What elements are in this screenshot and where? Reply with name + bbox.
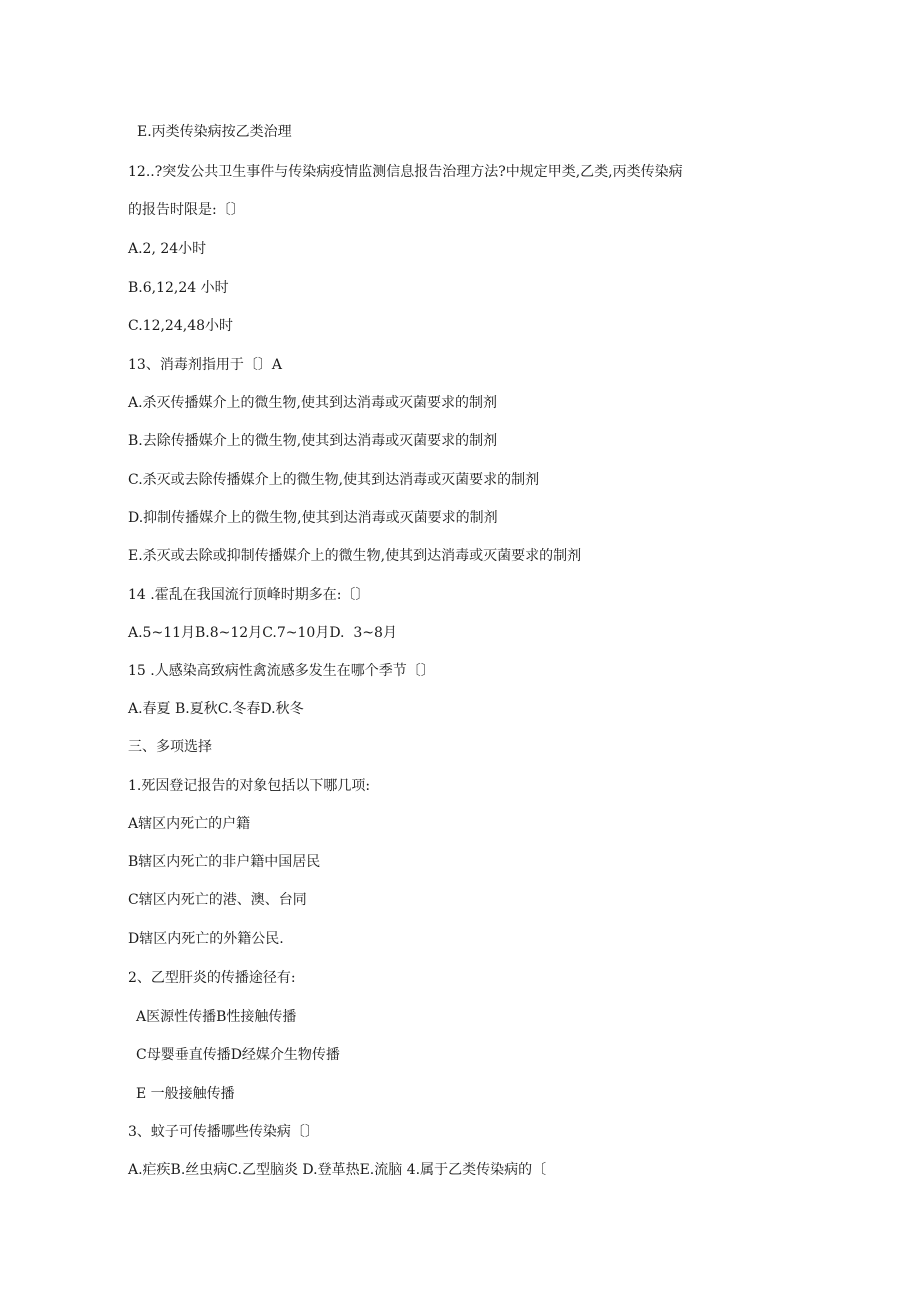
question-m2: 2、乙型肝炎的传播途径有: — [128, 970, 296, 986]
option-13d: D.抑制传播媒介上的微生物,使其到达消毒或灭菌要求的制剂 — [128, 510, 498, 526]
question-12: 12..?突发公共卫生事件与传染病疫情监测信息报告治理方法?中规定甲类,乙类,丙类传染病 — [128, 164, 683, 180]
options-m2-cd: C母婴垂直传播D经媒介生物传播 — [136, 1047, 340, 1063]
option-m1c: C辖区内死亡的港、澳、台同 — [128, 892, 307, 908]
option-13b: B.去除传播媒介上的微生物,使其到达消毒或灭菌要求的制剂 — [128, 433, 498, 449]
question-14: 14 .霍乱在我国流行顶峰时期多在:〔〕 — [128, 587, 370, 603]
option-12b: B.6,12,24 小时 — [128, 280, 229, 296]
option-m2e: E 一般接触传播 — [136, 1086, 235, 1102]
option-12a: A.2, 24小时 — [128, 241, 207, 257]
question-m3: 3、蚊子可传播哪些传染病〔〕 — [128, 1124, 319, 1140]
option-m1a: A辖区内死亡的户籍 — [128, 816, 251, 832]
option-13c: C.杀灭或去除传播媒介上的微生物,使其到达消毒或灭菌要求的制剂 — [128, 472, 540, 488]
options-14: A.5~11月B.8~12月C.7~10月D. 3~8月 — [128, 625, 397, 641]
option-13e: E.杀灭或去除或抑制传播媒介上的微生物,使其到达消毒或灭菌要求的制剂 — [128, 548, 582, 564]
options-15: A.春夏 B.夏秋C.冬春D.秋冬 — [128, 701, 304, 717]
question-m1: 1.死因登记报告的对象包括以下哪几项: — [128, 778, 371, 794]
options-m2-ab: A医源性传播B性接触传播 — [136, 1009, 297, 1025]
option-m1b: B辖区内死亡的非户籍中国居民 — [128, 854, 321, 870]
option-12e: E.丙类传染病按乙类治理 — [137, 124, 292, 140]
option-m1d: D辖区内死亡的外籍公民. — [128, 931, 284, 947]
question-12-continued: 的报告时限是:〔〕 — [128, 202, 245, 218]
question-13: 13、消毒剂指用于〔〕A — [128, 357, 282, 373]
option-12c: C.12,24,48小时 — [128, 318, 234, 334]
options-m3: A.疟疾B.丝虫病C.乙型脑炎 D.登革热E.流脑 4.属于乙类传染病的〔 — [128, 1162, 547, 1178]
question-15: 15 .人感染高致病性禽流感多发生在哪个季节〔〕 — [128, 663, 435, 679]
section-heading-multiple-choice: 三、多项选择 — [128, 739, 212, 755]
option-13a: A.杀灭传播媒介上的微生物,使其到达消毒或灭菌要求的制剂 — [128, 395, 498, 411]
